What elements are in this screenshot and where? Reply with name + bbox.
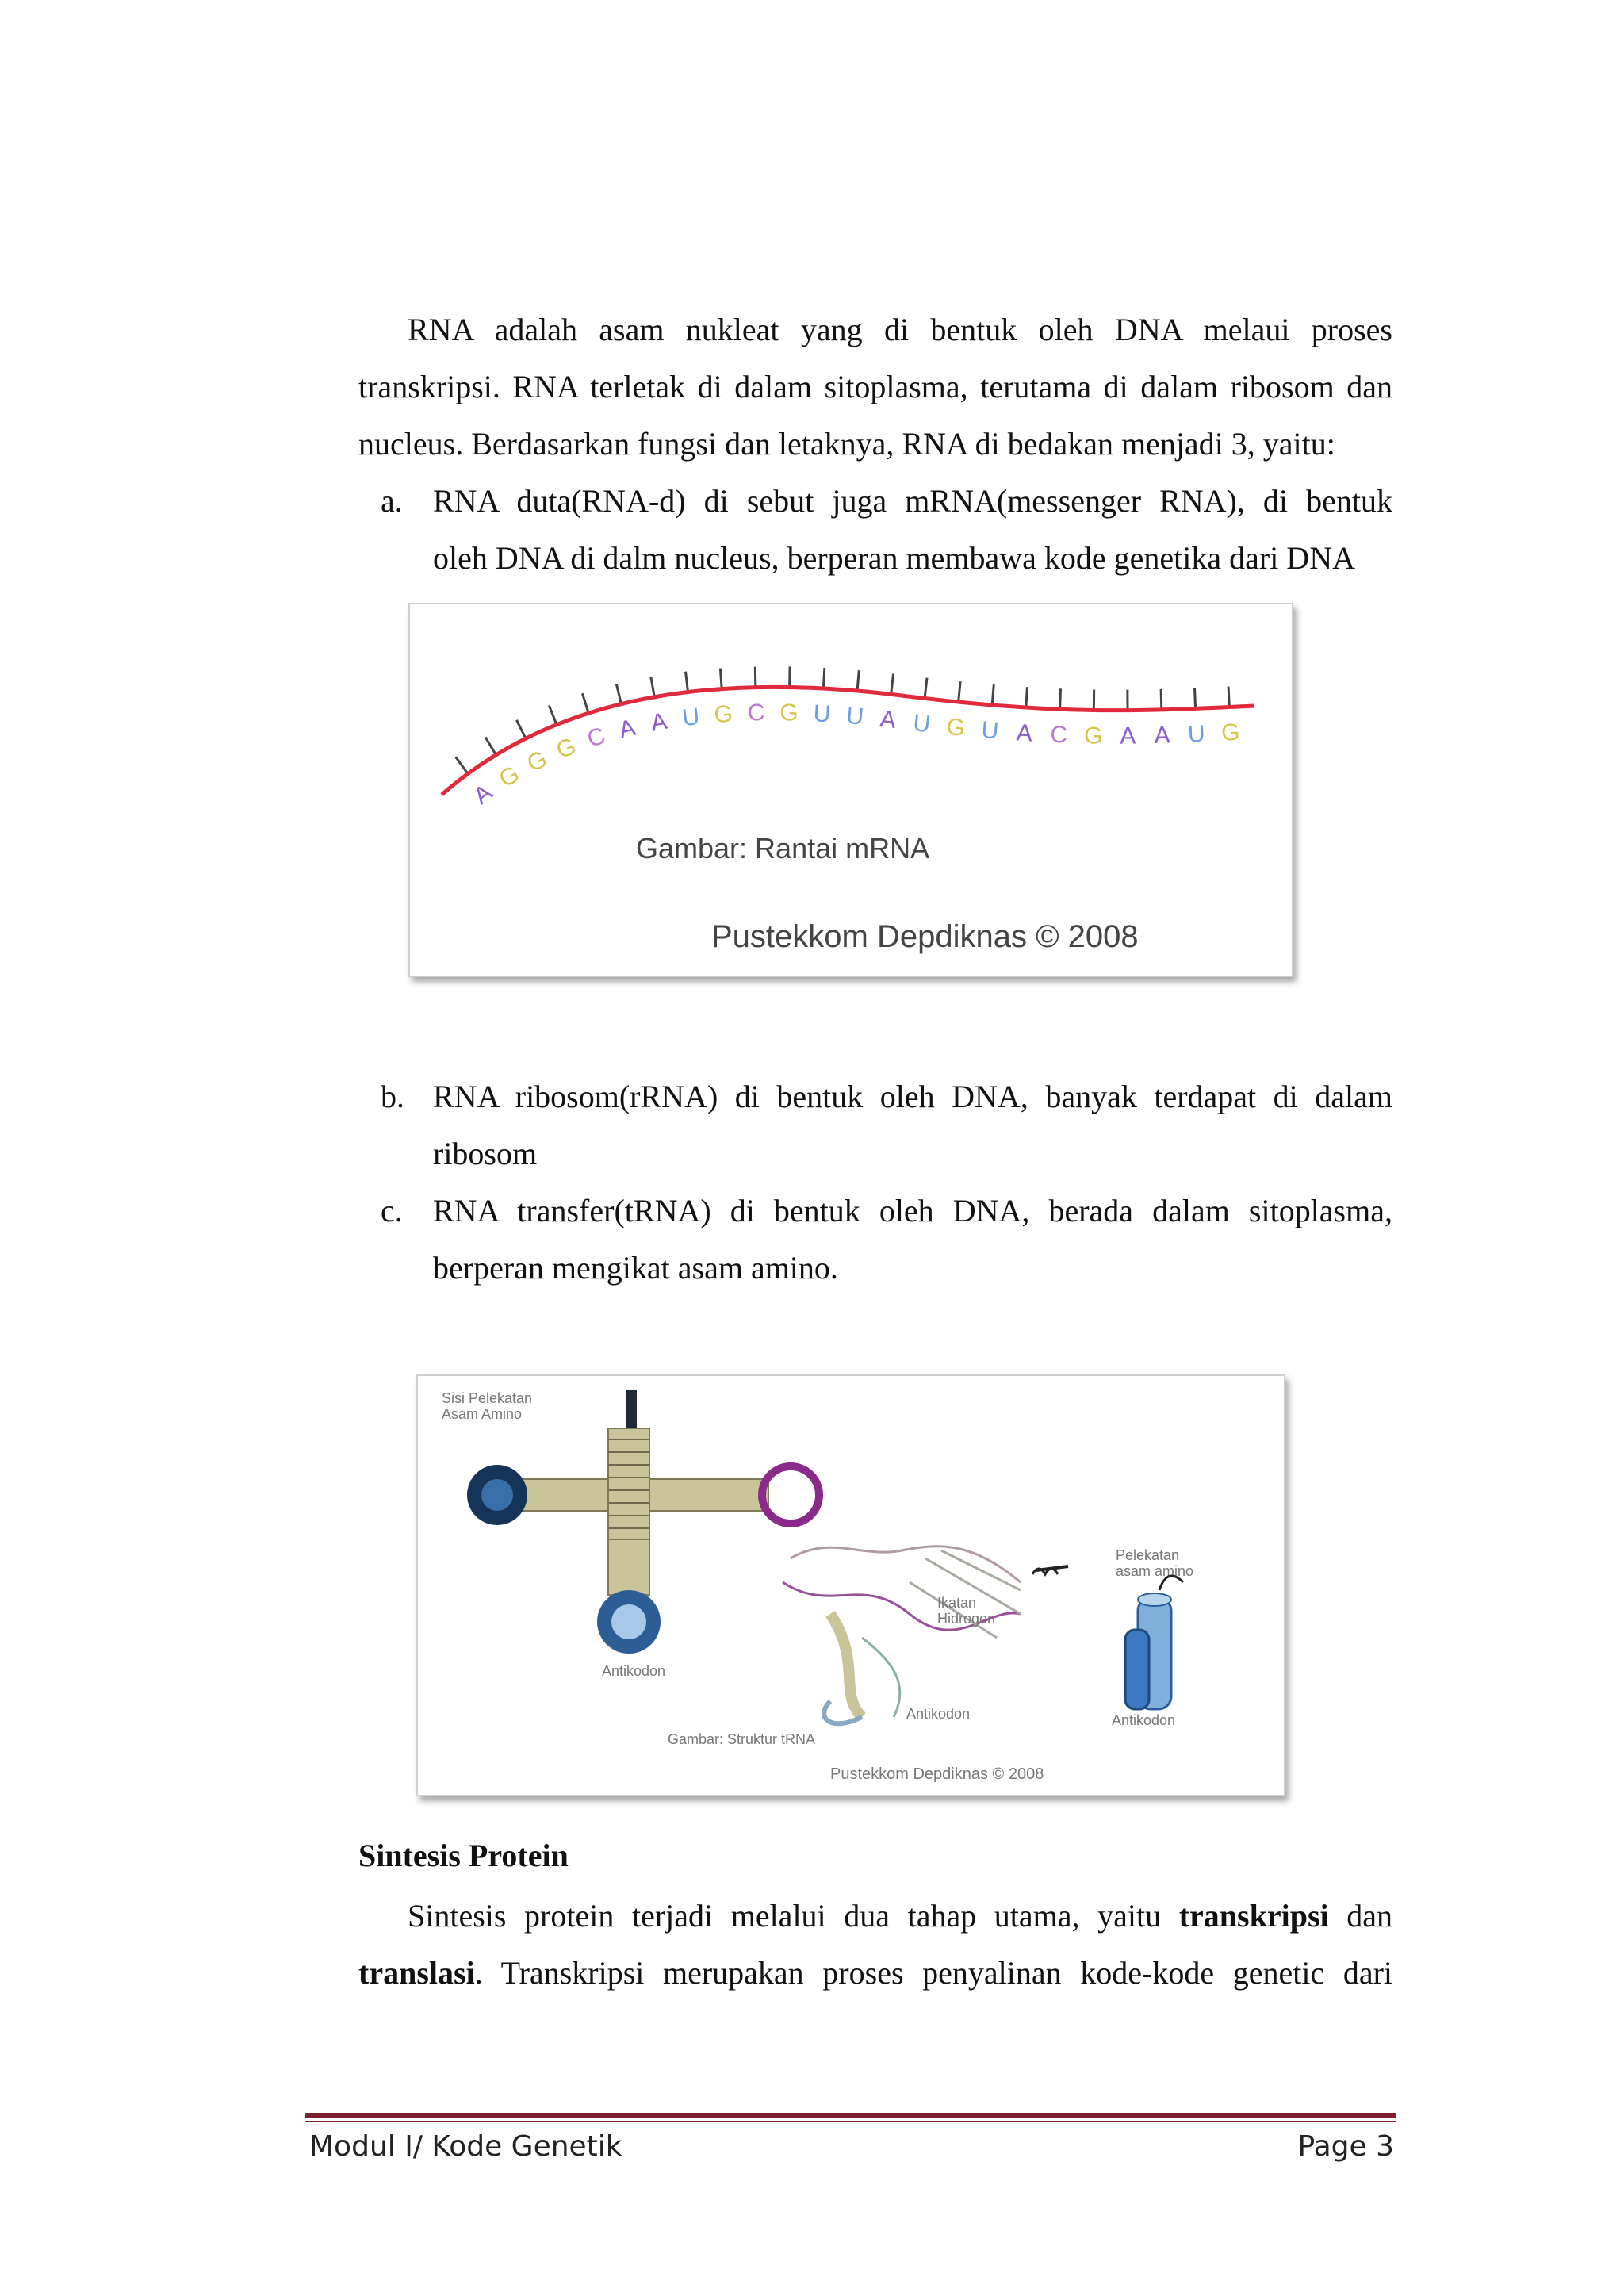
mrna-diagram [410, 604, 1292, 976]
term-translasi: translasi [358, 1955, 475, 1991]
trna-cloverleaf [467, 1390, 819, 1654]
label-hbond-1: Ikatan [937, 1595, 977, 1611]
label-attach-2: asam amino [1116, 1563, 1194, 1579]
mrna-tick [549, 705, 557, 724]
intro-line-3: nucleus. Berdasarkan fungsi dan letaknya, RNA di bedakan menjadi 3, yaitu: [358, 426, 1335, 462]
mrna-tick [582, 693, 588, 713]
list-marker: c. [381, 1193, 403, 1228]
mrna-base: U [845, 702, 865, 730]
intro-paragraph [358, 301, 1392, 473]
mrna-base: G [713, 700, 734, 729]
mrna-base: U [1187, 720, 1206, 748]
mrna-tick [485, 738, 496, 755]
mrna-tick [891, 674, 894, 695]
footer-rule-thin [305, 2121, 1396, 2122]
figure-trna [416, 1374, 1285, 1796]
figure-caption: Gambar: Struktur tRNA [668, 1731, 816, 1747]
mrna-base: U [680, 703, 702, 732]
mrna-base: C [747, 700, 765, 726]
list-marker: a. [381, 483, 403, 519]
mrna-tick [685, 672, 688, 692]
list-item-line: oleh DNA di dalm nucleus, berperan membawa kode genetika dari DNA [433, 540, 1355, 576]
label-anticodon-right: Antikodon [1112, 1712, 1176, 1728]
trna-diagram [418, 1376, 1284, 1795]
mrna-base: G [494, 761, 524, 793]
mrna-tick [1026, 687, 1028, 707]
figure-caption: Gambar: Rantai mRNA [636, 832, 930, 864]
mrna-base: G [779, 700, 799, 726]
section-heading: Sintesis Protein [358, 1838, 569, 1873]
label-hbond-2: Hidrogen [937, 1611, 996, 1627]
mrna-tick [755, 667, 756, 688]
mrna-tick [651, 677, 655, 697]
mrna-tick [1195, 688, 1196, 708]
mrna-tick [823, 668, 824, 688]
section-paragraph [358, 1888, 1392, 2002]
figure-mrna [408, 603, 1293, 977]
section-line-1 [358, 1888, 1392, 1945]
mrna-base: C [584, 723, 609, 753]
label-anticodon-left: Antikodon [602, 1663, 666, 1679]
mrna-tick [1161, 689, 1162, 710]
mrna-base: A [649, 707, 669, 737]
mrna-tick [516, 720, 526, 738]
mrna-tick [959, 681, 961, 702]
mrna-tick [720, 669, 722, 689]
figure-credit: Pustekkom Depdiknas © 2008 [711, 919, 1139, 954]
mrna-base: U [980, 717, 1000, 745]
label-attach-1: Pelekatan [1116, 1547, 1180, 1563]
section-line-2 [358, 1945, 1392, 2002]
mrna-base: G [1083, 723, 1103, 749]
footer-rule [305, 2113, 1396, 2118]
label-site-1: Sisi Pelekatan [442, 1390, 533, 1406]
mrna-base: A [1015, 719, 1033, 747]
list-item-line: RNA duta(RNA-d) di sebut juga mRNA(messenger RNA), di bentuk [433, 483, 1392, 519]
mrna-base: G [553, 733, 580, 765]
label-anticodon-mid: Antikodon [906, 1706, 971, 1722]
mrna-base: A [878, 706, 898, 734]
list-marker: b. [381, 1079, 404, 1114]
mrna-base: U [911, 710, 932, 738]
mrna-tick [1228, 687, 1229, 707]
mrna-tick [1060, 688, 1061, 709]
intro-line-1: RNA adalah asam nukleat yang di bentuk oleh DNA melaui proses [408, 312, 1392, 347]
mrna-tick [992, 684, 994, 705]
list-item-line: ribosom [433, 1136, 538, 1171]
mrna-base: A [616, 714, 638, 744]
list-item-line: RNA transfer(tRNA) di bentuk oleh DNA, berada dalam sitoplasma, [433, 1193, 1392, 1228]
trna-folded [783, 1547, 1068, 1724]
list-item-line: RNA ribosom(rRNA) di bentuk oleh DNA, banyak terdapat di dalam [433, 1079, 1392, 1114]
footer-module-title: Modul I/ Kode Genetik [309, 2130, 622, 2163]
label-site-2: Asam Amino [442, 1406, 523, 1422]
section-line-1-post: dan [1328, 1898, 1392, 1934]
mrna-base: C [1049, 721, 1068, 749]
mrna-tick [616, 684, 621, 703]
section-line-2-post: . Transkripsi merupakan proses penyalinan kode-kode genetic dari [474, 1955, 1392, 1991]
mrna-base: G [1220, 719, 1241, 746]
mrna-base: A [1154, 722, 1171, 749]
mrna-tick [857, 670, 859, 691]
mrna-base: U [812, 700, 832, 728]
mrna-base: G [945, 713, 967, 742]
mrna-base: A [469, 779, 497, 810]
mrna-tick [925, 678, 927, 699]
intro-line-2: transkripsi. RNA terletak di dalam sitoplasma, terutama di dalam ribosom dan [358, 369, 1392, 404]
term-transkripsi: transkripsi [1178, 1898, 1329, 1934]
mrna-base: A [1120, 723, 1136, 749]
trna-cylinder [1125, 1576, 1183, 1709]
section-line-1-pre: Sintesis protein terjadi melalui dua tahap utama, yaitu [408, 1898, 1179, 1934]
list-item-line: berperan mengikat asam amino. [433, 1250, 838, 1286]
mrna-tick [456, 757, 468, 774]
mrna-base: G [523, 746, 552, 778]
figure-credit: Pustekkom Depdiknas © 2008 [830, 1765, 1044, 1783]
footer-page-number: Page 3 [1297, 2130, 1394, 2163]
